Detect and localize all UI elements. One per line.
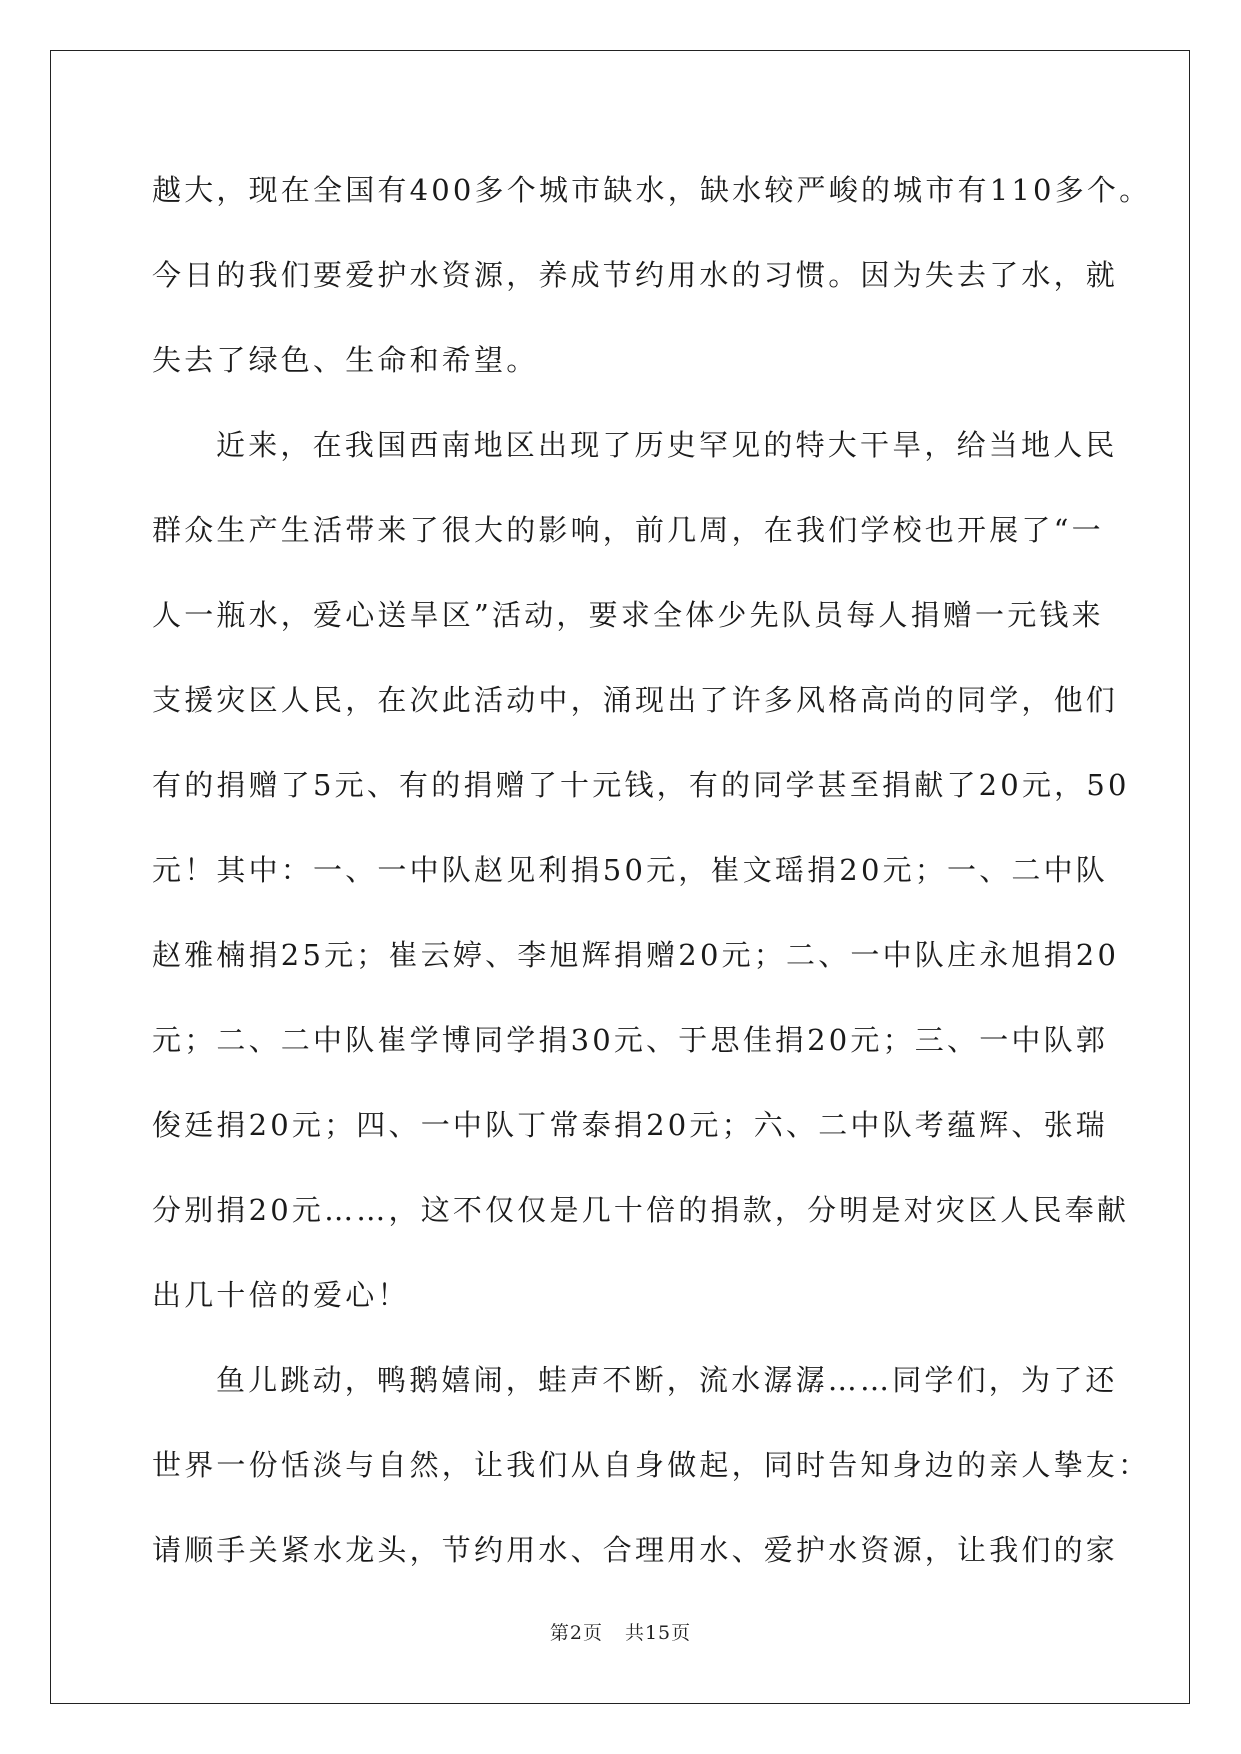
page-number: 第2页 [549, 1622, 603, 1644]
text-line: 分别捐20元……，这不仅仅是几十倍的捐款，分明是对灾区人民奉献 [152, 1193, 1130, 1227]
page-footer [0, 1618, 1241, 1645]
text-line: 出几十倍的爱心！ [152, 1278, 410, 1312]
text-line: 请顺手关紧水龙头，节约用水、合理用水、爱护水资源，让我们的家 [152, 1533, 1119, 1567]
paragraph-first-line: 近来，在我国西南地区出现了历史罕见的特大干旱，给当地人民 [216, 428, 1118, 462]
page-total: 共15页 [624, 1622, 692, 1644]
text-line: 赵雅楠捐25元；崔云婷、李旭辉捐赠20元；二、一中队庄永旭捐20 [152, 938, 1120, 972]
body-text [152, 160, 1152, 1605]
text-line: 人一瓶水，爱心送旱区”活动，要求全体少先队员每人捐赠一元钱来 [152, 598, 1104, 632]
text-line: 世界一份恬淡与自然，让我们从自身做起，同时告知身边的亲人挚友： [152, 1448, 1151, 1482]
text-line: 失去了绿色、生命和希望。 [152, 343, 539, 377]
text-line: 俊廷捐20元；四、一中队丁常泰捐20元；六、二中队考蕴辉、张瑞 [152, 1108, 1109, 1142]
text-line: 支援灾区人民，在次此活动中，涌现出了许多风格高尚的同学，他们 [152, 683, 1119, 717]
text-line: 今日的我们要爱护水资源，养成节约用水的习惯。因为失去了水，就 [152, 258, 1119, 292]
text-line: 群众生产生活带来了很大的影响，前几周，在我们学校也开展了“一 [152, 513, 1104, 547]
text-line: 越大，现在全国有400多个城市缺水，缺水较严峻的城市有110多个。 [152, 173, 1152, 207]
paragraph-first-line: 鱼儿跳动，鸭鹅嬉闹，蛙声不断，流水潺潺……同学们，为了还 [216, 1363, 1118, 1397]
text-line: 元！其中：一、一中队赵见利捐50元，崔文瑶捐20元；一、二中队 [152, 853, 1109, 887]
text-line: 元；二、二中队崔学博同学捐30元、于思佳捐20元；三、一中队郭 [152, 1023, 1109, 1057]
text-line: 有的捐赠了5元、有的捐赠了十元钱，有的同学甚至捐献了20元，50 [152, 768, 1130, 802]
